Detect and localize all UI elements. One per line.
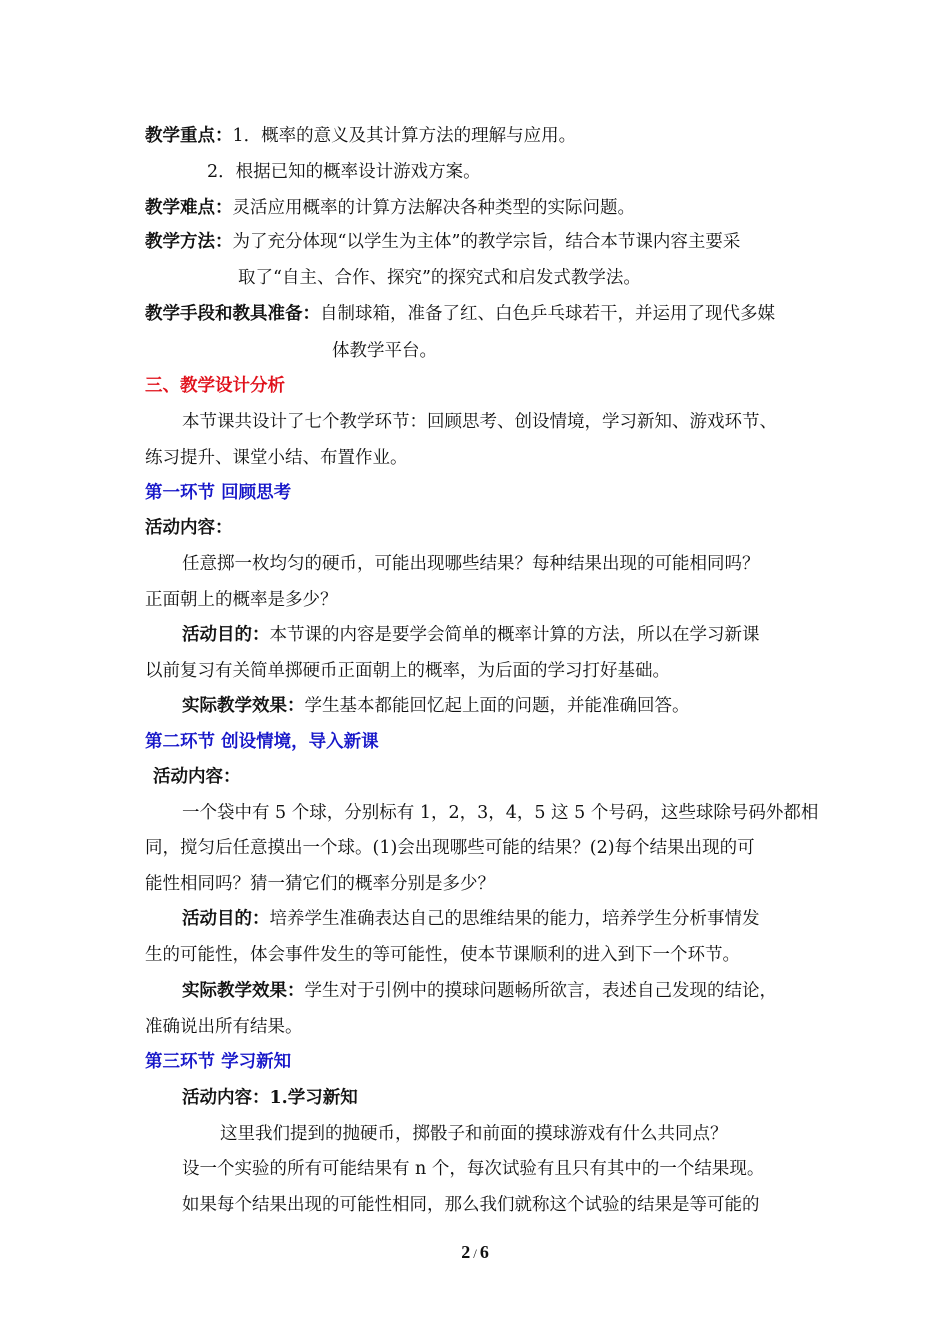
stage2-purpose-label: 活动目的：: [182, 909, 270, 929]
stage1-content-label: 活动内容：: [145, 518, 233, 538]
stage1-content-text-2: 正面朝上的概率是多少？: [145, 590, 338, 610]
focus-text-2: 2．根据已知的概率设计游戏方案。: [207, 162, 481, 182]
stage2-effect-text-1: 学生对于引例中的摸球问题畅所欲言，表述自己发现的结论，: [304, 981, 777, 1001]
stage1-effect-label: 实际教学效果：: [182, 696, 305, 716]
method-text-2: 取了“自主、合作、探究”的探究式和启发式教学法。: [238, 268, 641, 288]
difficulty-text: 灵活应用概率的计算方法解决各种类型的实际问题。: [232, 198, 635, 218]
focus-line-1: [145, 124, 576, 148]
stage2-content-text-3: 能性相同吗？猜一猜它们的概率分别是多少？: [145, 874, 495, 894]
stage3-heading: 第三环节 学习新知: [145, 1052, 292, 1072]
stage3-text-1: 这里我们提到的抛硬币，掷骰子和前面的摸球游戏有什么共同点？: [220, 1124, 728, 1144]
stage2-content-label: 活动内容：: [153, 767, 241, 787]
stage1-effect-line: [182, 694, 690, 718]
section3-text-1: 本节课共设计了七个教学环节：回顾思考、创设情境，学习新知、游戏环节、: [182, 412, 777, 432]
stage2-content-text-2: 同，搅匀后任意摸出一个球。(1)会出现哪些可能的结果？(2)每个结果出现的可: [145, 838, 755, 858]
stage1-purpose-text-1: 本节课的内容是要学会简单的概率计算的方法，所以在学习新课: [269, 625, 760, 645]
means-line-1: [145, 302, 775, 326]
stage1-effect-text: 学生基本都能回忆起上面的问题，并能准确回答。: [304, 696, 690, 716]
stage2-content-text-1: 一个袋中有 5 个球，分别标有 1，2，3，4，5 这 5 个号码，这些球除号码外都相: [182, 803, 819, 823]
stage3-text-2: 设一个实验的所有可能结果有 n 个，每次试验有且只有其中的一个结果现。: [182, 1159, 765, 1179]
means-label: 教学手段和教具准备：: [145, 304, 320, 324]
stage2-effect-label: 实际教学效果：: [182, 981, 305, 1001]
stage1-purpose-text-2: 以前复习有关简单掷硬币正面朝上的概率，为后面的学习打好基础。: [145, 661, 670, 681]
stage2-purpose-text-2: 生的可能性，体会事件发生的等可能性，使本节课顺利的进入到下一个环节。: [145, 945, 740, 965]
stage2-effect-line-1: [182, 979, 777, 1003]
page-number: [0, 1240, 950, 1266]
difficulty-line: [145, 196, 635, 220]
stage3-content-label: 活动内容：1.学习新知: [182, 1088, 358, 1108]
stage2-heading: 第二环节 创设情境，导入新课: [145, 732, 379, 752]
means-text-1: 自制球箱，准备了红、白色乒乓球若干，并运用了现代多媒: [320, 304, 775, 324]
stage3-text-3: 如果每个结果出现的可能性相同，那么我们就称这个试验的结果是等可能的: [182, 1195, 760, 1215]
method-line-1: [145, 230, 740, 254]
stage1-purpose-label: 活动目的：: [182, 625, 270, 645]
section3-text-2: 练习提升、课堂小结、布置作业。: [145, 448, 408, 468]
stage2-effect-text-2: 准确说出所有结果。: [145, 1017, 303, 1037]
focus-text-1: 1．概率的意义及其计算方法的理解与应用。: [232, 126, 577, 146]
means-text-2: 体教学平台。: [332, 341, 437, 361]
stage1-content-text-1: 任意掷一枚均匀的硬币，可能出现哪些结果？每种结果出现的可能相同吗？: [182, 554, 760, 574]
method-text-1: 为了充分体现“以学生为主体”的教学宗旨，结合本节课内容主要采: [232, 232, 741, 252]
difficulty-label: 教学难点：: [145, 198, 233, 218]
focus-label: 教学重点：: [145, 126, 233, 146]
page-current: 2: [461, 1242, 471, 1262]
stage2-purpose-text-1: 培养学生准确表达自己的思维结果的能力，培养学生分析事情发: [269, 909, 760, 929]
method-label: 教学方法：: [145, 232, 233, 252]
page-separator: /: [473, 1246, 477, 1261]
stage2-purpose-line-1: [182, 907, 760, 931]
stage1-heading: 第一环节 回顾思考: [145, 483, 292, 503]
page-total: 6: [479, 1242, 489, 1262]
section-heading-design-analysis: 三、教学设计分析: [145, 376, 285, 396]
stage1-purpose-line-1: [182, 623, 760, 647]
